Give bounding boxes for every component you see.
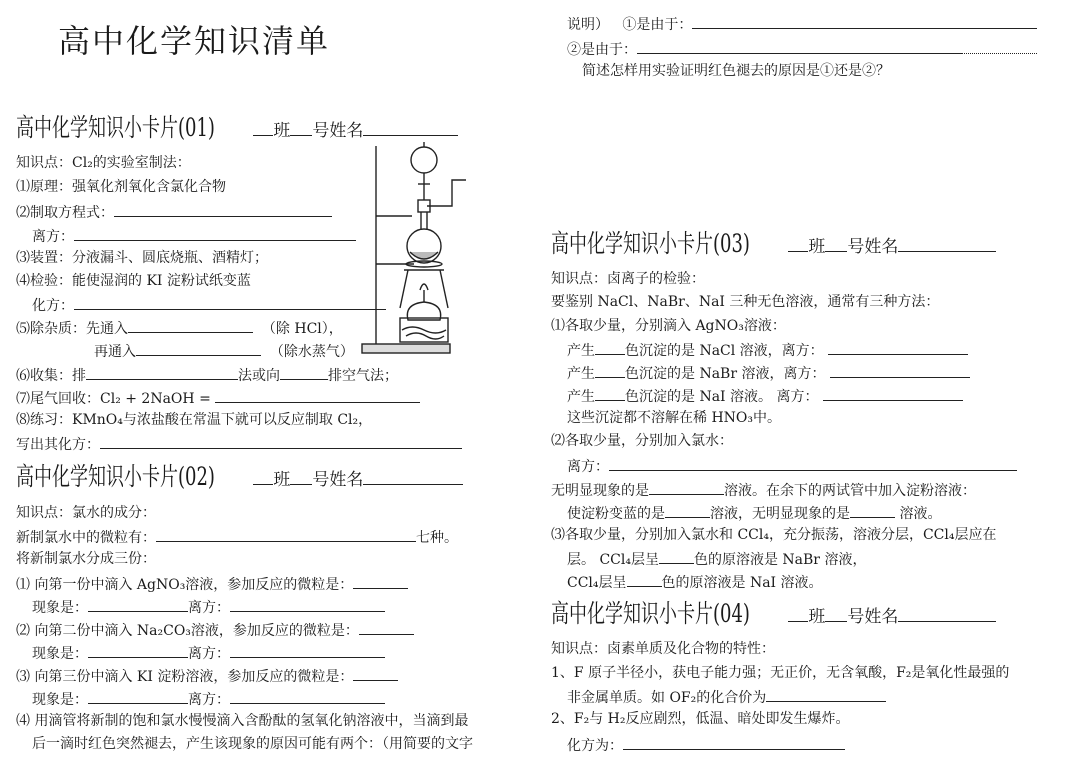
card-01-tail-gas: ⑺尾气回收：Cl₂ + 2NaOH = xyxy=(16,388,420,408)
explanation-question: 简述怎样用实验证明红色褪去的原因是①还是②？ xyxy=(582,63,890,79)
card-03-starch: 使淀粉变蓝的是 溶液，无明显现象的是 溶液。 xyxy=(567,503,941,523)
card-01-equation: ⑵制取方程式： xyxy=(16,202,332,222)
number-blank[interactable] xyxy=(290,470,312,485)
card-03-point: 知识点：卤离子的检验： xyxy=(551,271,705,287)
blank[interactable] xyxy=(230,643,385,658)
blank[interactable] xyxy=(637,39,962,54)
card-03-nai-layer: CCl₄层呈 色的原溶液是 NaI 溶液。 xyxy=(567,572,823,592)
class-blank[interactable] xyxy=(788,607,808,622)
card-03-method-2-ionic: 离方： xyxy=(567,456,1017,476)
card-01-title: 高中化学知识小卡片(01) 班 号姓名 xyxy=(16,113,458,146)
blank[interactable] xyxy=(692,14,1037,29)
class-blank[interactable] xyxy=(253,121,273,136)
card-01-test-equation: 化方： xyxy=(32,295,386,315)
blank[interactable] xyxy=(609,456,1017,471)
card-01-point: 知识点：Cl₂的实验室制法： xyxy=(16,155,191,171)
card-02-q3-answer: 现象是： 离方： xyxy=(32,689,385,709)
card-03-method-3: ⑶各取少量，分别加入氯水和 CCl₄，充分振荡，溶液分层，CCl₄层应在 xyxy=(551,527,997,543)
card-02-q1-answer: 现象是： 离方： xyxy=(32,597,385,617)
card-03-nacl: 产生 色沉淀的是 NaCl 溶液，离方： xyxy=(567,340,968,360)
blank[interactable] xyxy=(665,503,710,518)
blank[interactable] xyxy=(766,687,886,702)
blank[interactable] xyxy=(359,620,414,635)
card-04-equation: 化方为： xyxy=(567,735,845,755)
card-03-nabr: 产生 色沉淀的是 NaBr 溶液，离方： xyxy=(567,363,970,383)
card-02-title: 高中化学知识小卡片(02) 班 号姓名 xyxy=(16,462,463,495)
blank[interactable] xyxy=(649,480,724,495)
blank[interactable] xyxy=(230,689,385,704)
name-blank[interactable] xyxy=(363,121,458,136)
blank[interactable] xyxy=(830,363,970,378)
blank[interactable] xyxy=(353,574,408,589)
card-02-divide: 将新制氯水分成三份： xyxy=(16,551,156,567)
card-03-method-1: ⑴各取少量，分别滴入 AgNO₃溶液： xyxy=(551,318,786,334)
number-blank[interactable] xyxy=(825,237,847,252)
blank[interactable] xyxy=(215,388,420,403)
card-03-nabr-layer: 层。 CCl₄层呈 色的原溶液是 NaBr 溶液， xyxy=(567,549,866,569)
blank[interactable] xyxy=(156,527,416,542)
card-03-intro: 要鉴别 NaCl、NaBr、NaI 三种无色溶液，通常有三种方法： xyxy=(551,294,940,310)
card-01-ionic: 离方： xyxy=(32,226,356,246)
explanation-line-2: ②是由于： xyxy=(567,39,1037,59)
blank[interactable] xyxy=(962,39,1037,54)
blank[interactable] xyxy=(595,386,625,401)
card-02-q2-answer: 现象是： 离方： xyxy=(32,643,385,663)
blank[interactable] xyxy=(88,643,188,658)
card-01-exercise-equation: 写出其化方： xyxy=(16,434,462,454)
blank[interactable] xyxy=(74,226,356,241)
page-title: 高中化学知识清单 xyxy=(58,22,331,60)
blank[interactable] xyxy=(86,365,238,380)
blank[interactable] xyxy=(88,689,188,704)
blank[interactable] xyxy=(828,340,968,355)
card-04-title: 高中化学知识小卡片(04) 班 号姓名 xyxy=(551,599,996,632)
blank[interactable] xyxy=(850,503,895,518)
card-02-particles: 新制氯水中的微粒有： 七种。 xyxy=(16,527,458,547)
card-04-f2-h2: 2、F₂与 H₂反应剧烈，低温、暗处即发生爆炸。 xyxy=(551,711,850,727)
blank[interactable] xyxy=(280,365,328,380)
card-03-no-change: 无明显现象的是 溶液。在余下的两试管中加入淀粉溶液： xyxy=(551,480,976,500)
chlorine-apparatus-illustration xyxy=(352,140,472,358)
card-01-purify-2: 再通入 （除水蒸气） xyxy=(94,341,354,361)
blank[interactable] xyxy=(128,318,253,333)
card-01-exercise: ⑻练习：KMnO₄与浓盐酸在常温下就可以反应制取 Cl₂， xyxy=(16,412,373,428)
blank[interactable] xyxy=(230,597,385,612)
card-02-q4-cont: 后一滴时红色突然褪去，产生该现象的原因可能有两个：（用简要的文字 xyxy=(32,736,473,752)
blank[interactable] xyxy=(595,340,625,355)
card-01-test: ⑷检验：能使湿润的 KI 淀粉试纸变蓝 xyxy=(16,273,251,289)
card-02-q2: ⑵ 向第二份中滴入 Na₂CO₃溶液，参加反应的微粒是： xyxy=(16,620,414,640)
blank[interactable] xyxy=(627,572,662,587)
class-blank[interactable] xyxy=(788,237,808,252)
card-02-q4: ⑷ 用滴管将新制的饱和氯水慢慢滴入含酚酞的氢氧化钠溶液中，当滴到最 xyxy=(16,713,469,729)
card-02-q3: ⑶ 向第三份中滴入 KI 淀粉溶液，参加反应的微粒是： xyxy=(16,666,398,686)
explanation-line-1: 说明） ①是由于： xyxy=(567,14,1037,34)
card-03-title: 高中化学知识小卡片(03) 班 号姓名 xyxy=(551,229,996,262)
class-blank[interactable] xyxy=(253,470,273,485)
number-blank[interactable] xyxy=(290,121,312,136)
name-blank[interactable] xyxy=(898,237,996,252)
blank[interactable] xyxy=(659,549,694,564)
card-02-q1: ⑴ 向第一份中滴入 AgNO₃溶液，参加反应的微粒是： xyxy=(16,574,408,594)
card-01-principle: ⑴原理：强氧化剂氧化含氯化合物 xyxy=(16,179,226,195)
blank[interactable] xyxy=(823,386,963,401)
blank[interactable] xyxy=(136,341,261,356)
card-03-nai: 产生 色沉淀的是 NaI 溶液。 离方： xyxy=(567,386,963,406)
card-04-of2: 非金属单质。如 OF₂的化合价为 xyxy=(567,687,886,707)
name-blank[interactable] xyxy=(898,607,996,622)
card-01-collect: ⑹收集：排 法或向 排空气法； xyxy=(16,365,398,385)
blank[interactable] xyxy=(114,202,332,217)
name-blank[interactable] xyxy=(363,470,463,485)
blank[interactable] xyxy=(353,666,398,681)
blank[interactable] xyxy=(595,363,625,378)
card-04-fluorine: 1、F 原子半径小，获电子能力强；无正价，无含氧酸，F₂是氧化性最强的 xyxy=(551,665,1010,681)
card-03-method-2: ⑵各取少量，分别加入氯水： xyxy=(551,433,733,449)
card-01-apparatus: ⑶装置：分液漏斗、圆底烧瓶、酒精灯； xyxy=(16,250,268,266)
blank[interactable] xyxy=(100,434,462,449)
card-02-point: 知识点：氯水的成分： xyxy=(16,505,156,521)
card-01-purify-1: ⑸除杂质：先通入 （除 HCl）， xyxy=(16,318,343,338)
card-03-insoluble: 这些沉淀都不溶解在稀 HNO₃中。 xyxy=(567,410,781,426)
blank[interactable] xyxy=(623,735,845,750)
number-blank[interactable] xyxy=(825,607,847,622)
card-04-point: 知识点：卤素单质及化合物的特性： xyxy=(551,641,775,657)
blank[interactable] xyxy=(88,597,188,612)
blank[interactable] xyxy=(74,295,386,310)
